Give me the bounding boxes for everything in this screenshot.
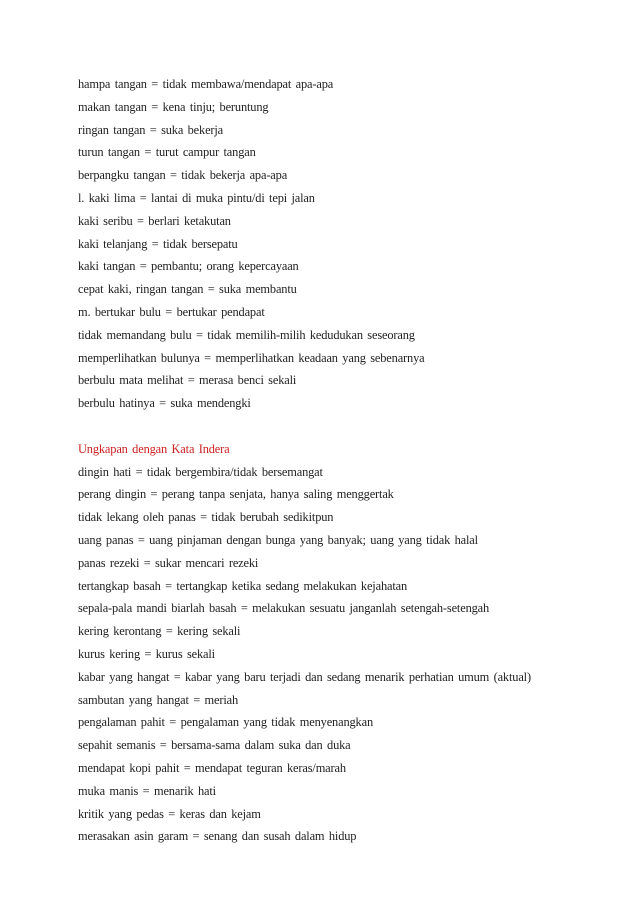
idiom-line: berpangku tangan = tidak bekerja apa-apa (78, 168, 288, 183)
idiom-line: memperlihatkan bulunya = memperlihatkan keadaan yang sebenarnya (78, 350, 425, 365)
idiom-line: kaki telanjang = tidak bersepatu (78, 236, 238, 251)
idiom-line: turun tangan = turut campur tangan (78, 145, 256, 160)
idiom-line: berbulu mata melihat = merasa benci sekali (78, 373, 297, 388)
idiom-line: uang panas = uang pinjaman dengan bunga yang banyak; uang yang tidak halal (78, 532, 478, 547)
paragraph-gap (78, 415, 618, 438)
idiom-line: tertangkap basah = tertangkap ketika sedang melakukan kejahatan (78, 578, 408, 593)
idiom-line: mendapat kopi pahit = mendapat teguran keras/marah (78, 760, 346, 775)
idiom-line: makan tangan = kena tinju; beruntung (78, 99, 269, 114)
idiom-line: sepala-pala mandi biarlah basah = melakukan sesuatu janganlah setengah-setengah (78, 601, 490, 616)
idiom-line: pengalaman pahit = pengalaman yang tidak menyenangkan (78, 715, 373, 730)
idiom-line: kabar yang hangat = kabar yang baru terjadi dan sedang menarik perhatian umum (aktual) (78, 669, 531, 684)
idiom-line: l. kaki lima = lantai di muka pintu/di tepi jalan (78, 190, 315, 205)
section-heading: Ungkapan dengan Kata Indera (78, 441, 230, 456)
idiom-line: hampa tangan = tidak membawa/mendapat apa-apa (78, 77, 334, 91)
idiom-line: ringan tangan = suka bekerja (78, 122, 224, 137)
document-page (78, 73, 618, 848)
idiom-line: kritik yang pedas = keras dan kejam (78, 806, 261, 821)
idiom-list-tangan-kaki-bulu (78, 73, 618, 415)
idiom-line: cepat kaki, ringan tangan = suka membantu (78, 282, 297, 297)
idiom-line: merasakan asin garam = senang dan susah dalam hidup (78, 829, 357, 844)
idiom-line: muka manis = menarik hati (78, 783, 216, 798)
idiom-line: kering kerontang = kering sekali (78, 624, 241, 639)
idiom-line: perang dingin = perang tanpa senjata, hanya saling menggertak (78, 487, 394, 502)
idiom-line: berbulu hatinya = suka mendengki (78, 396, 251, 411)
idiom-line: kurus kering = kurus sekali (78, 646, 215, 661)
idiom-line: dingin hati = tidak bergembira/tidak bersemangat (78, 464, 323, 479)
idiom-line: kaki tangan = pembantu; orang kepercayaan (78, 259, 299, 274)
idiom-line: kaki seribu = berlari ketakutan (78, 213, 231, 228)
idiom-list-kata-indera (78, 461, 618, 849)
idiom-line: tidak memandang bulu = tidak memilih-milih kedudukan seseorang (78, 327, 415, 342)
idiom-line: m. bertukar bulu = bertukar pendapat (78, 304, 265, 319)
idiom-line: sambutan yang hangat = meriah (78, 692, 239, 707)
idiom-line: tidak lekang oleh panas = tidak berubah sedikitpun (78, 510, 334, 525)
idiom-line: sepahit semanis = bersama-sama dalam suka dan duka (78, 738, 351, 753)
idiom-line: panas rezeki = sukar mencari rezeki (78, 555, 259, 570)
